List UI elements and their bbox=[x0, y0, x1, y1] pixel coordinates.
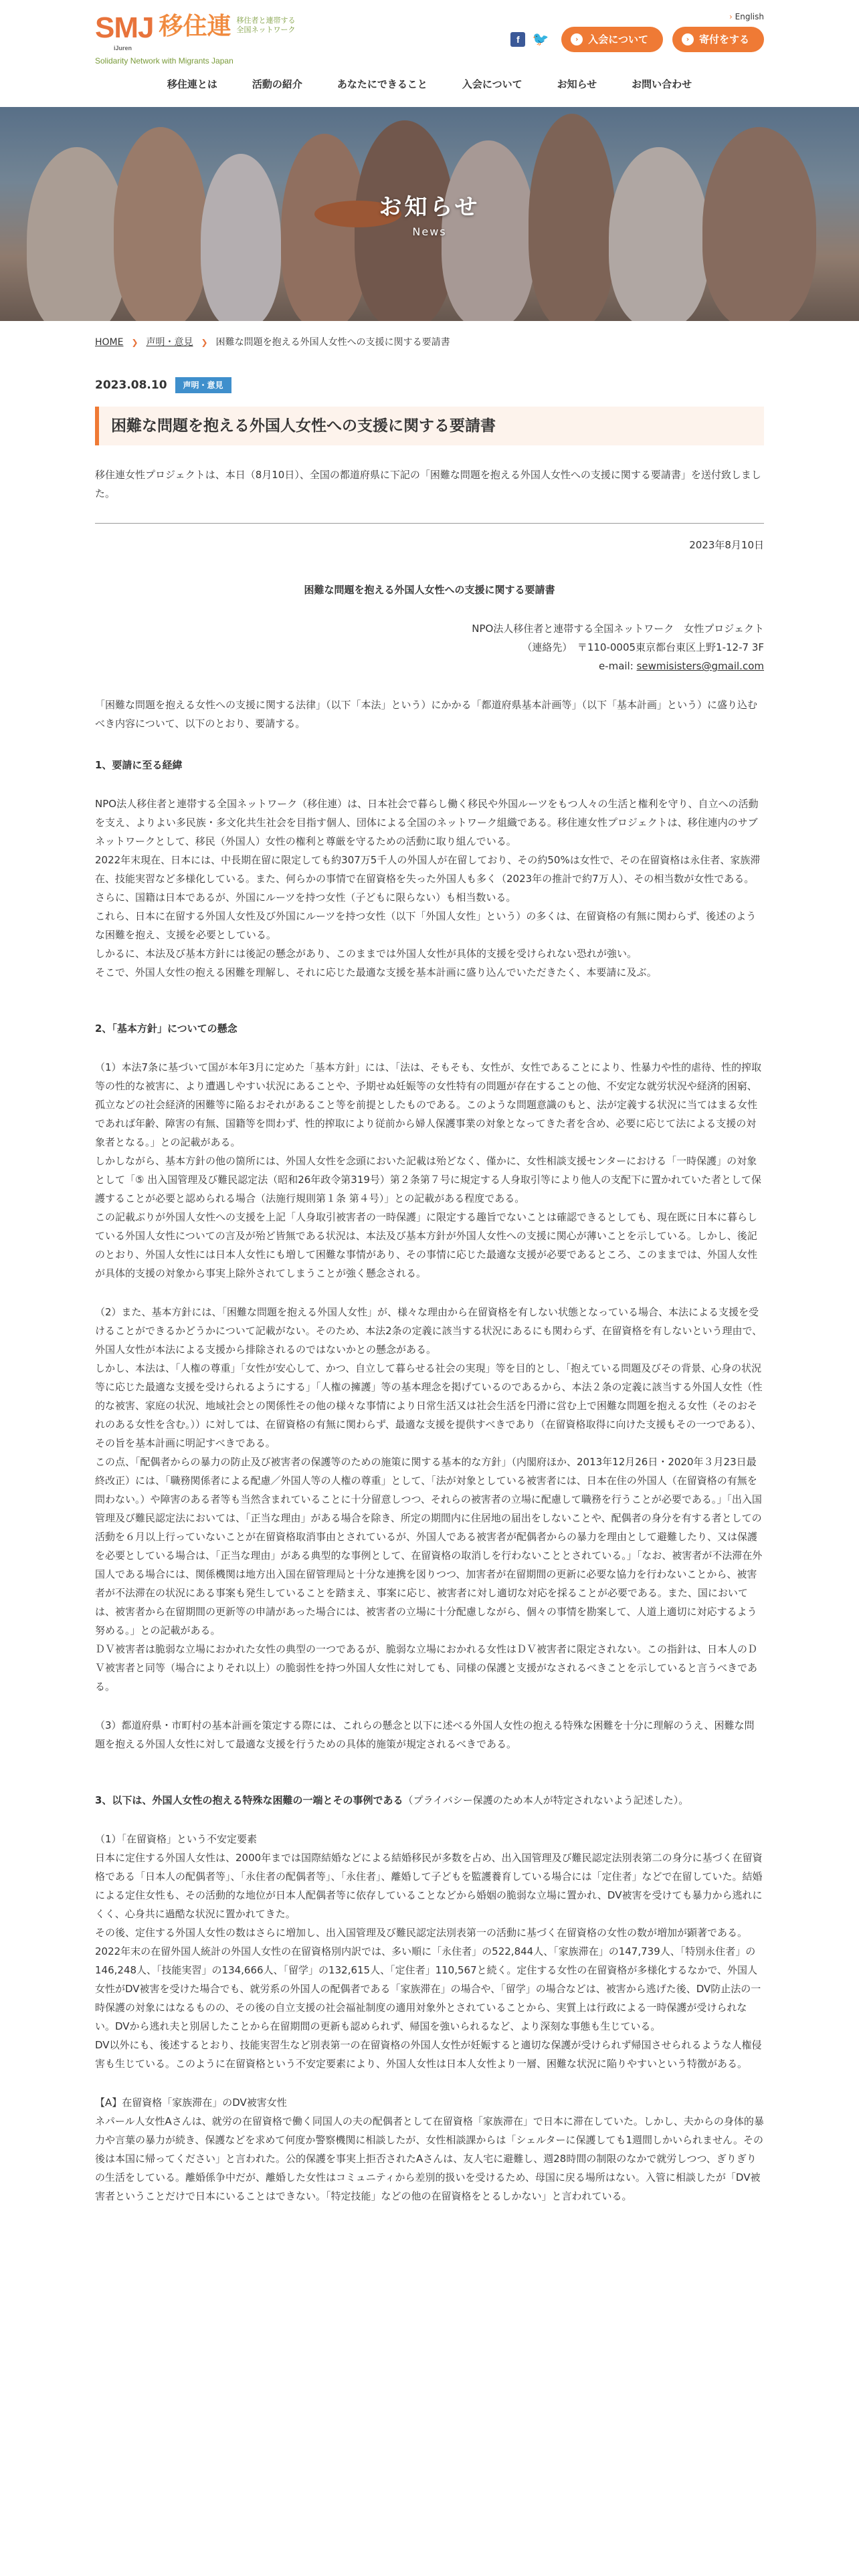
paragraph: （3）都道府県・市町村の基本計画を策定する際には、これらの懸念と以下に述べる外国人女性の抱える特殊な困難を十分に理解のうえ、困難な問題を抱える外国人女性に対して最適な支援を行うための具体的施策が規定されるべきである。 bbox=[95, 1719, 755, 1751]
section-3-1 bbox=[95, 1830, 764, 2073]
language-link-label: English bbox=[735, 12, 764, 21]
document-intro: 「困難な問題を抱える女性への支援に関する法律」（以下「本法」という）にかかる「都道府県基本計画等」（以下「基本計画」という）に盛り込むべき内容について、以下のとおり、要請する。 bbox=[95, 699, 758, 730]
arrow-right-icon: › bbox=[682, 33, 694, 45]
nav-item-activities[interactable]: 活動の紹介 bbox=[252, 78, 302, 90]
breadcrumb bbox=[95, 321, 764, 356]
section-1-body bbox=[95, 794, 764, 982]
donate-button[interactable] bbox=[672, 27, 764, 52]
logo-mark-sub: iJuren bbox=[114, 45, 132, 51]
hero-banner bbox=[0, 107, 859, 321]
paragraph: この記載ぶりが外国人女性への支援を上記「人身取引被害者の一時保護」に限定する趣旨でないことは確認できるとしても、現在既に日本に暮らしている外国人女性についての言及が殆ど皆無である状況は、本法及び基本方針が外国人女性への支援に関心が薄いことを示している。しかし、後記のとおり、外国人女性には日本人女性にも増して困難な事情があり、その事情に応じた最適な支援が必要であるところ、このままでは、外国人女性が具体的支援の対象から事実上除外されてしまうことが強く懸念される。 bbox=[95, 1211, 758, 1280]
document-sender bbox=[95, 619, 764, 675]
case-a bbox=[95, 2093, 764, 2206]
nav-item-contact[interactable]: お問い合わせ bbox=[632, 78, 692, 90]
nav-item-news[interactable]: お知らせ bbox=[557, 78, 597, 90]
paragraph: 2022年末現在、日本には、中長期在留に限定しても約307万5千人の外国人が在留しており、その約50%は女性で、その在留資格は永住者、家族滞在、技能実習など多様化している。また、何らかの事情で在留資格を失った外国人も多く（2023年の推計で約7万人）、その相当数が女性である。さらに、国籍は日本であるが、外国にルーツを持つ女性（子どもに限らない）も相当数いる。 bbox=[95, 854, 761, 904]
breadcrumb-home[interactable]: HOME bbox=[95, 336, 124, 348]
article-meta bbox=[95, 374, 764, 396]
paragraph: これら、日本に在留する外国人女性及び外国にルーツを持つ女性（以下「外国人女性」という）の多くは、在留資格の有無に関わらず、後述のような困難を抱え、支援を必要としている。 bbox=[95, 910, 757, 942]
sender-email-label: e-mail: bbox=[598, 660, 637, 673]
nav-item-what-you-can-do[interactable]: あなたにできること bbox=[337, 78, 427, 90]
logo-english-name: Solidarity Network with Migrants Japan bbox=[95, 56, 233, 66]
document-date: 2023年8月10日 bbox=[689, 539, 764, 552]
sender-org: NPO法人移住者と連帯する全国ネットワーク 女性プロジェクト bbox=[472, 623, 764, 635]
article-title: 困難な問題を抱える外国人女性への支援に関する要請書 bbox=[95, 407, 764, 445]
divider bbox=[95, 523, 764, 524]
paragraph: その後、定住する外国人女性の数はさらに増加し、出入国管理及び難民認定法別表第一の活動に基づく在留資格の女性の数が増加が顕著である。2022年末の在留外国人統計の外国人女性の在留資格別内訳では、多い順に「永住者」の522,844人、「家族滞在」の147,739人、「特別永住者」の146,248人、「技能実習」の134,666人、「留学」の132,615人、「定住者」110,567と続く。定住する女性の在留資格が多様化するなかで、外国人女性がDV被害を受けた場合でも、就労系の外国人の配偶者である「家族滞在」の場合や、「留学」の場合などは、被害から逃げた後、DV防止法の一時保護の対象にはなるものの、その後の自立支援の社会福祉制度の適用対象外とされていることから、実質上は行政による一時保護が受けられない。DVから逃れ夫と別居したことから在留期間の更新も認められず、帰国を強いられるなど、より深刻な事態も生じている。 bbox=[95, 1927, 761, 2033]
breadcrumb-category[interactable]: 声明・意見 bbox=[146, 336, 193, 348]
article bbox=[95, 356, 764, 2206]
section-heading-3 bbox=[95, 1791, 764, 1810]
paragraph: この点、「配偶者からの暴力の防止及び被害者の保護等のための施策に関する基本的な方針」（内閣府ほか、2013年12月26日・2020年３月23日最終改正）には、「職務関係者による配慮／外国人等の人権の尊重」として、「法が対象としている被害者には、日本在住の外国人（在留資格の有無を問わない。）や障害のある者等も当然含まれていることに十分留意しつつ、それらの被害者の立場に配慮して職務を行うことが必要である。」「出入国管理及び難民認定法においては、「正当な理由」がある場合を除き、所定の期間内に住居地の届出をしないことや、配偶者の身分を有する者としての活動を６月以上行っていないことが在留資格取消事由とされているが、外国人である被害者が配偶者からの暴力を理由として避難したり、又は保護を必要としている場合は、「正当な理由」がある典型的な事例として、在留資格の取消しを行わないこととされている。」「なお、被害者が不法滞在外国人である場合には、関係機関は地方出入国在留管理局と十分な連携を図りつつ、加害者が在留期間の更新に必要な協力を行わないことから、被害者が不法滞在の状況にある事案も発生していることを踏まえ、事案に応じ、被害者に対し適切な対応を採ることが必要である。また、国においては、被害者から在留期間の更新等の申請があった場合には、被害者の立場に十分配慮しながら、個々の事情を勘案して、人道上適切に対応するよう努める。」との記載がある。 bbox=[95, 1456, 763, 1637]
logo-japanese-name: 移住連 bbox=[159, 13, 231, 40]
paragraph: しかるに、本法及び基本方針には後記の懸念があり、このままでは外国人女性が具体的支援を受けられない恐れが強い。 bbox=[95, 948, 638, 960]
sender-email-link[interactable]: sewmisisters@gmail.com bbox=[636, 660, 764, 673]
social-links bbox=[510, 32, 548, 47]
site-logo[interactable] bbox=[95, 11, 296, 66]
paragraph: DV以外にも、後述するとおり、技能実習生など別表第一の在留資格の外国人女性が妊娠すると適切な保護が受けられず帰国させられるような人権侵害も生じている。このように在留資格という不安定要素により、外国人女性は日本人女性より一層、困難な状況に陥りやすいという特徴がある。 bbox=[95, 2039, 762, 2070]
twitter-icon[interactable]: 🐦 bbox=[532, 32, 549, 47]
paragraph: （1）本法7条に基づいて国が本年3月に定めた「基本方針」には、「法は、そもそも、女性が、女性であることにより、性暴力や性的虐待、性的搾取等の性的な被害に、より遭遇しやすい状況にあることや、予期せぬ妊娠等の女性特有の問題が存在することの他、不安定な就労状況や経済的困窮、孤立などの社会経済的困難等に陥るおそれがあること等を前提としたものである。このような問題意識のもと、法が定義する状況に当てはまる女性であれば年齢、障害の有無、国籍等を問わず、性的搾取により従前から婦人保護事業の対象となってきた者を含め、必要に応じて法による支援の対象者となる。」との記載がある。 bbox=[95, 1061, 762, 1149]
section-heading-2: 2、「基本方針」についての懸念 bbox=[95, 1023, 237, 1035]
document-title: 困難な問題を抱える外国人女性への支援に関する要請書 bbox=[304, 583, 555, 596]
paragraph: 日本に定住する外国人女性は、2000年までは国際結婚などによる結婚移民が多数を占め、出入国管理及び難民認定法別表第二の身分に基づく在留資格である「日本人の配偶者等」、「永住者の配偶者等」、「永住者」、離婚して子どもを監護養育している場合には「定住者」などで在留していた。結婚による定住女性も、その活動的な地位が日本人配偶者等に依存していることなどから婚姻の脆弱な立場に置かれ、DV被害を受けても暴力から逃れにくく、心身共に過酷な状況に置かれてきた。 bbox=[95, 1852, 763, 1921]
logo-tagline bbox=[237, 16, 296, 35]
section-2-part-2 bbox=[95, 1303, 764, 1696]
facebook-icon[interactable]: f bbox=[510, 32, 525, 47]
paragraph: しかしながら、基本方針の他の箇所には、外国人女性を念頭においた記載は殆どなく、僅かに、女性相談支援センターにおける「一時保護」の対象として「⑤ 出入国管理及び難民認定法（昭和26年政令第319号）第２条第７号に規定する人身取引等により他人の支配下に置かれていた者として保護することが必要と認められる場合（法施行規則第１条 第４号）」との記載がある程度である。 bbox=[95, 1155, 761, 1205]
article-lead: 移住連女性プロジェクトは、本日（8月10日）、全国の都道府県に下記の「困難な問題を抱える外国人女性への支援に関する要請書」を送付致しました。 bbox=[95, 469, 761, 500]
case-title: 【A】在留資格「家族滞在」のDV被害女性 bbox=[95, 2097, 287, 2109]
section-heading-3-note: （プライバシー保護のため本人が特定されないよう記述した）。 bbox=[403, 1794, 689, 1807]
donate-label: 寄付をする bbox=[698, 33, 749, 45]
section-2-part-3 bbox=[95, 1716, 764, 1753]
sender-address: （連絡先） 〒110-0005東京都台東区上野1-12-7 3F bbox=[522, 641, 764, 654]
hero-subtitle: News bbox=[412, 225, 447, 238]
subsection-title: （1）「在留資格」という不安定要素 bbox=[95, 1833, 258, 1846]
article-date: 2023.08.10 bbox=[95, 379, 167, 392]
arrow-right-icon: › bbox=[571, 33, 583, 45]
chevron-right-icon: ❯ bbox=[131, 337, 138, 347]
header-actions bbox=[510, 27, 764, 52]
chevron-right-icon: › bbox=[729, 12, 733, 21]
section-2-part-1 bbox=[95, 1058, 764, 1283]
language-link[interactable] bbox=[729, 9, 764, 25]
section-heading-1: 1、要請に至る経緯 bbox=[95, 759, 183, 772]
chevron-right-icon: ❯ bbox=[201, 337, 208, 347]
paragraph: NPO法人移住者と連帯する全国ネットワーク（移住連）は、日本社会で暮らし働く移民や外国ルーツをもつ人々の生活と権利を守り、自立への活動を支え、よりよい多民族・多文化共生社会を目指す個人、団体による全国のネットワーク組織である。移住連女性プロジェクトは、移住連内のサブネットワークとして、移民（外国人）女性の権利と尊厳を守るための活動に取り組んでいる。 bbox=[95, 798, 759, 848]
sender-email bbox=[95, 657, 764, 675]
paragraph: しかし、本法は、「人権の尊重」「女性が安心して、かつ、自立して暮らせる社会の実現」等を目的とし、「抱えている問題及びその背景、心身の状況等に応じた最適な支援を受けられるようにする」「人権の擁護」等の基本理念を掲げているのであるから、本法２条の定義に該当する外国人女性（性的な被害、家庭の状況、地域社会との関係性その他の様々な事情により日常生活又は社会生活を円滑に営む上で困難な問題を抱える女性（そのおそれのある女性を含む。））に対しては、在留資格の有無に関わらず、最適な支援を提供すべきであり（在留資格取得に向けた支援もその一つである）、その旨を基本計画に明記すべきである。 bbox=[95, 1362, 763, 1450]
about-membership-button[interactable] bbox=[561, 27, 663, 52]
paragraph: （2）また、基本方針には、「困難な問題を抱える外国人女性」が、様々な理由から在留資格を有しない状態となっている場合、本法による支援を受けることができるかどうかについて記載がない。そのため、本法2条の定義に該当する状況にあるにも関わらず、在留資格を有しないという理由で、外国人女性が本法による支援から排除されるのではないかとの懸念がある。 bbox=[95, 1306, 763, 1356]
paragraph: ネパール人女性Aさんは、就労の在留資格で働く同国人の夫の配偶者として在留資格「家族滞在」で日本に滞在していた。しかし、夫からの身体的暴力や言葉の暴力が続き、保護などを求めて何度か警察機関に相談したが、女性相談課からは「シェルターに保護しても1週間しかいられません。その後は本国に帰ってください」と言われた。公的保護を事実上拒否されたAさんは、友人宅に避難し、週28時間の制限のなかで就労しつつ、ぎりぎりの生活をしている。離婚係争中だが、離婚した女性はコミュニティから差別的扱いを受けるため、母国に戻る場所はない。入管に相談したが「DV被害者ということだけで日本にいることはできない。「特定技能」などの他の在留資格をとるしかない」と言われている。 bbox=[95, 2115, 764, 2203]
section-heading-3-text: 3、以下は、外国人女性の抱える特殊な困難の一端とその事例である bbox=[95, 1794, 403, 1807]
paragraph: そこで、外国人女性の抱える困難を理解し、それに応じた最適な支援を基本計画に盛り込んでいただきたく、本要請に及ぶ。 bbox=[95, 966, 657, 979]
hero-title: お知らせ bbox=[379, 194, 480, 221]
about-membership-label: 入会について bbox=[588, 33, 648, 45]
paragraph: ＤＶ被害者は脆弱な立場におかれた女性の典型の一つであるが、脆弱な立場におかれる女性はＤＶ被害者に限定されない。この指針は、日本人のＤＶ被害者と同等（場合によりそれ以上）の脆弱性を持つ外国人女性に対しても、同様の保護と支援がなされるべきことを示していると言うべきである。 bbox=[95, 1643, 758, 1693]
logo-mark: SMJ bbox=[95, 11, 154, 44]
logo-tagline-line2: 全国ネットワーク bbox=[236, 25, 296, 34]
breadcrumb-current: 困難な問題を抱える外国人女性への支援に関する要請書 bbox=[215, 336, 450, 348]
nav-item-about[interactable]: 移住連とは bbox=[167, 78, 217, 90]
nav-item-membership[interactable]: 入会について bbox=[462, 78, 522, 90]
logo-tagline-line1: 移住者と連帯する bbox=[236, 16, 296, 25]
site-header bbox=[0, 0, 859, 107]
category-badge[interactable]: 声明・意見 bbox=[175, 377, 231, 393]
global-nav bbox=[135, 75, 724, 94]
